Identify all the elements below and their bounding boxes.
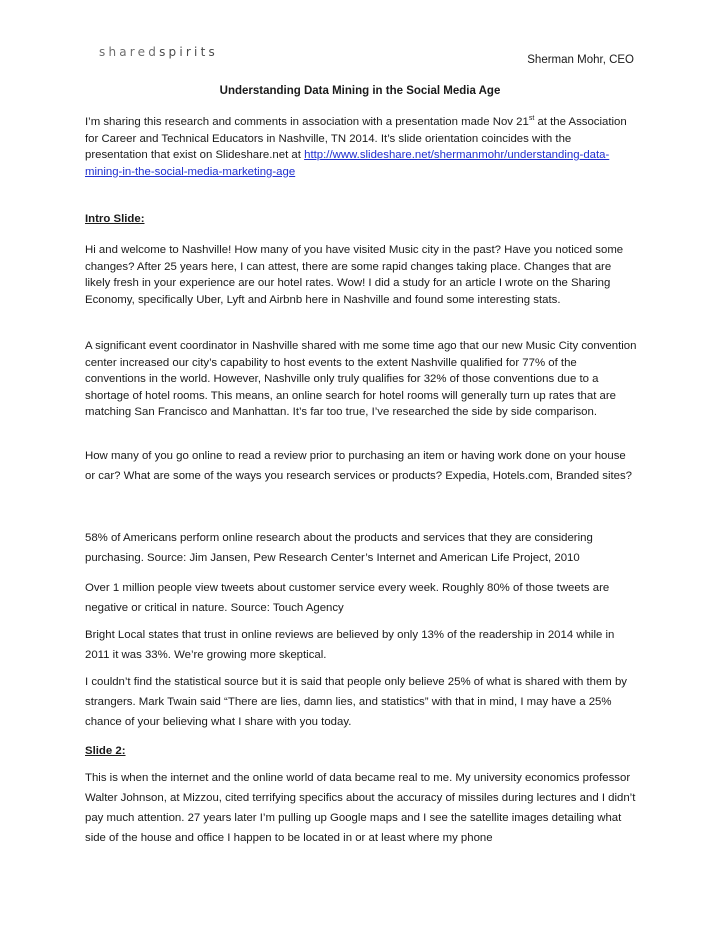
ordinal-suffix: st xyxy=(528,115,535,123)
paragraph-research-stat: 58% of Americans perform online research about the products and services that they are considering purchasing. Source: Jim Jansen, Pew Research Center’s Internet and American Life Project, 2010 xyxy=(85,532,593,564)
intro-paragraph xyxy=(85,114,637,180)
paragraph-mark-twain: I couldn’t find the statistical source but it is said that people only believe 25% of what is shared with them by strangers. Mark Twain said “There are lies, damn lies, and statistics” with that in mind, I may have a 25% chance of your believing what I share with you today. xyxy=(85,676,627,728)
paragraph-online-review: How many of you go online to read a review prior to purchasing an item or having work done on your house or car? What are some of the ways you research services or products? Expedia, Hotels.com, Branded sites? xyxy=(85,450,633,482)
logo-text-spirits: spirits xyxy=(159,45,218,59)
paragraph-welcome: Hi and welcome to Nashville! How many of you have visited Music city in the past? Have you noticed some changes? After 25 years here, I can attest, there are some rapid changes taking place. Changes that are likely fresh in your experience are our hotel rates. Wow! I did a study for an article I wrote on the Sharing Economy, specifically Uber, Lyft and Airbnb here in Nashville and found some interesting stats. xyxy=(85,244,624,306)
intro-text-continued: at the Association for Career and Technical Educators in Nashville, TN 2014. It’s slide orientation coincides with the presentation that exist on Slideshare.net at xyxy=(85,116,627,161)
paragraph-convention-center: A significant event coordinator in Nashville shared with me some time ago that our new Music City convention center increased our city’s capability to host events to the extent Nashville qualified for 77% of the conventions in the world. However, Nashville only truly qualifies for 32% of those conventions due to a shortage of hotel rooms. This means, an online search for hotel rooms will generally turn up rates that are matching San Francisco and Manhattan. It’s far too true, I’ve researched the side by side comparison. xyxy=(85,340,637,418)
slide-2-heading: Slide 2: xyxy=(85,745,126,757)
company-logo xyxy=(99,45,218,59)
slideshare-link[interactable]: http://www.slideshare.net/shermanmohr/understanding-data-mining-in-the-social-media-marketing-age xyxy=(85,149,610,178)
author-name: Sherman Mohr, CEO xyxy=(527,54,634,66)
paragraph-bright-local: Bright Local states that trust in online reviews are believed by only 13% of the readership in 2014 while in 2011 it was 33%. We’re growing more skeptical. xyxy=(85,629,615,661)
intro-text: I’m sharing this research and comments in association with a presentation made Nov 21 xyxy=(85,116,529,128)
logo-text-shared: shared xyxy=(99,45,160,59)
document-title: Understanding Data Mining in the Social Media Age xyxy=(219,85,501,97)
paragraph-slide-2: This is when the internet and the online world of data became real to me. My university economics professor Walter Johnson, at Mizzou, cited terrifying specifics about the accuracy of missiles during lectures and I didn’t pay much attention. 27 years later I’m pulling up Google maps and I see the satellite images detailing what side of the house and office I happen to be located in or at least where my phone xyxy=(85,772,636,844)
paragraph-tweets-stat: Over 1 million people view tweets about customer service every week. Roughly 80% of those tweets are negative or critical in nature. Source: Touch Agency xyxy=(85,582,610,614)
intro-slide-heading: Intro Slide: xyxy=(85,213,145,225)
